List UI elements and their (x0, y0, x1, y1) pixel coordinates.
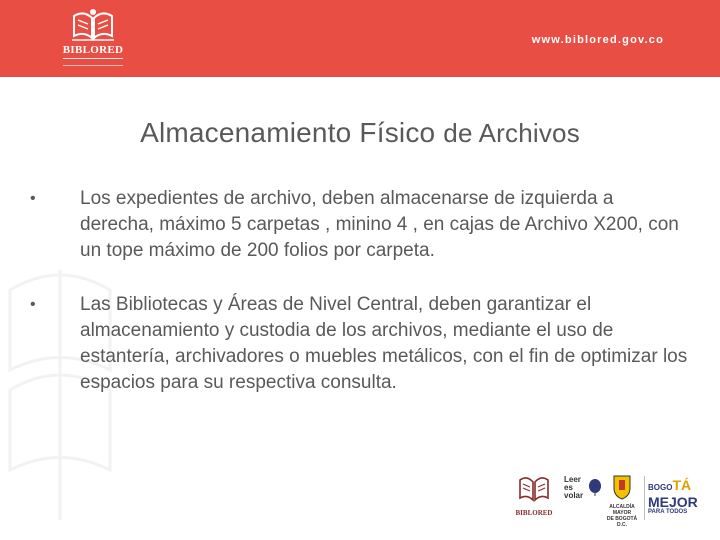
bullet-text: Los expedientes de archivo, deben almacenarse de izquierda a derecha, máximo 5 carpetas , minino 4 , en cajas de Archivo X200, con un tope máximo de 200 folios por carpeta. (80, 188, 679, 261)
bogota-para-todos: PARA TODOS (648, 509, 688, 515)
title-secondary: de Archivos (443, 118, 580, 148)
bogota-small: BOGO (648, 483, 673, 492)
leer-word: Leer (564, 475, 581, 484)
site-url[interactable]: www.biblored.gov.co (531, 34, 664, 46)
book-icon (517, 472, 551, 504)
book-icon (70, 6, 116, 44)
footer-biblored-word: BIBLORED (515, 509, 553, 517)
bogota-mejor-logo (648, 478, 704, 524)
es-word: es (564, 483, 573, 492)
bogota-accent: TÁ (672, 477, 692, 493)
bullet-dot: • (30, 296, 36, 313)
slide-title (0, 117, 720, 149)
title-main: Almacenamiento Físico (140, 117, 436, 148)
leer-es-volar-logo (564, 476, 604, 522)
logo-tagline-lines (63, 58, 123, 66)
bullet-list (30, 186, 690, 424)
bullet-item (30, 292, 690, 396)
header-bar (0, 0, 720, 77)
coat-of-arms-icon (612, 474, 632, 500)
alcaldia-line1: ALCALDÍA MAYOR (609, 504, 635, 516)
bullet-dot: • (30, 190, 36, 207)
volar-word: volar (564, 491, 584, 500)
biblored-logo[interactable] (54, 6, 132, 72)
logo-wordmark: BIBLORED (62, 44, 124, 56)
alcaldia-logo (604, 474, 640, 526)
kite-icon (588, 478, 602, 496)
bullet-text: Las Bibliotecas y Áreas de Nivel Central, deben garantizar el almacenamiento y custodia de los archivos, mediante el uso de estantería, archivadores o muebles metálicos, con el fin de optimizar los espacios para su respectiva consulta. (80, 294, 688, 393)
footer-divider (644, 476, 645, 520)
footer-logos (508, 470, 704, 530)
footer-biblored-logo (510, 472, 558, 526)
bullet-item (30, 186, 690, 264)
alcaldia-line2: DE BOGOTÁ D.C. (606, 516, 638, 528)
bogota-mejor: MEJOR (648, 494, 698, 510)
